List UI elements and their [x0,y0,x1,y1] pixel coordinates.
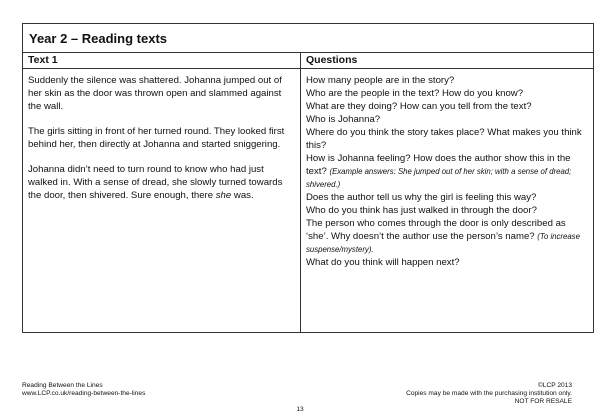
story-paragraph [28,163,295,202]
question-text: Who are the people in the text? How do you know? [306,88,524,99]
question-text: How is Johanna feeling? How does the author show this in the text? [306,153,571,177]
footer-website-link[interactable]: www.LCP.co.uk/reading-between-the-lines [22,390,146,397]
questions-column [301,53,593,333]
question-item [306,100,588,113]
question-text: What are they doing? How can you tell from the text? [306,101,532,112]
story-text-run: Johanna didn’t need to turn round to know who had just walked in. With a sense of dread, she slowly turned towards the door, then shivered. Sure enough, there [28,164,283,201]
footer-resale-notice: NOT FOR RESALE [514,398,572,405]
footer-book-title: Reading Between the Lines [22,382,103,389]
question-item [306,87,588,100]
question-item [306,152,588,191]
question-item [306,126,588,152]
story-text-run: was. [231,190,254,201]
footer-left [22,382,145,398]
footer-right [406,382,572,406]
footer-copyright: ©LCP 2013 [537,382,572,389]
page-number: 13 [296,406,304,413]
story-text-run: Suddenly the silence was shattered. Johanna jumped out of her skin as the door was thrown open and slammed against the wall. [28,75,282,112]
questions-list [301,69,593,274]
question-item [306,74,588,87]
story-paragraph [28,74,295,113]
worksheet-title: Year 2 – Reading texts [29,30,168,46]
question-text: What do you think will happen next? [306,257,460,268]
question-text: How many people are in the story? [306,75,455,86]
question-item [306,256,588,269]
text-column-header: Text 1 [23,53,300,69]
story-text-run: The girls sitting in front of her turned round. They looked first behind her, then directly at Johanna and started sniggering. [28,126,285,150]
question-text: Does the author tell us why the girl is feeling this way? [306,192,537,203]
footer-copy-notice: Copies may be made with the purchasing institution only. [406,390,572,397]
story-text [23,69,300,219]
questions-column-header: Questions [301,53,593,69]
reading-worksheet [22,23,594,333]
story-paragraph [28,125,295,151]
question-text: Who do you think has just walked in through the door? [306,205,537,216]
question-item [306,217,588,256]
title-row [23,24,593,53]
text-column [23,53,301,333]
question-item [306,191,588,204]
example-answer: (Example answers: She jumped out of her skin; with a sense of dread; shivered.) [306,167,572,189]
question-text: Who is Johanna? [306,114,381,125]
question-item [306,204,588,217]
columns [23,53,593,333]
question-item [306,113,588,126]
story-emphasis: she [215,190,232,201]
question-text: The person who comes through the door is only described as ‘she’. Why doesn’t the author use the person’s name? [306,218,566,242]
question-text: Where do you think the story takes place? What makes you think this? [306,127,582,151]
example-answer: (To increase suspense/mystery). [306,232,580,254]
